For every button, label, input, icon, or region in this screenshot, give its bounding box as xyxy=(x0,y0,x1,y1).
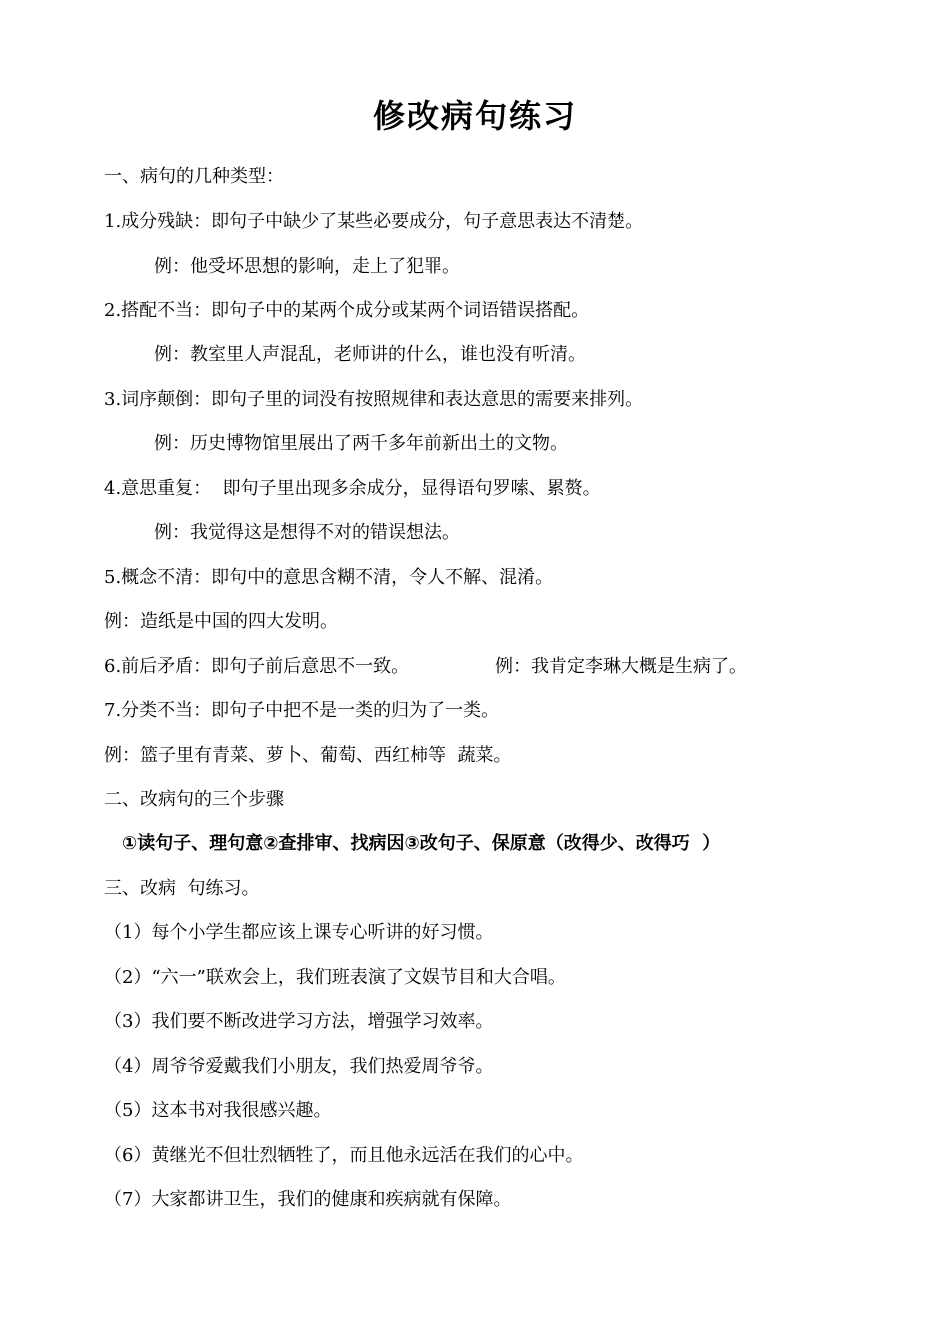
practice-item-4: （4）周爷爷爱戴我们小朋友，我们热爱周爷爷。 xyxy=(104,1056,494,1077)
type-2-definition: 2.搭配不当：即句子中的某两个成分或某两个词语错误搭配。 xyxy=(104,300,590,321)
type-7-example: 例：篮子里有青菜、萝卜、葡萄、西红柿等 蔬菜。 xyxy=(104,745,512,766)
steps-summary: ①读句子、理句意②查排审、找病因③改句子、保原意（改得少、改得巧 ） xyxy=(122,833,721,854)
practice-item-6: （6）黄继光不但壮烈牺牲了，而且他永远活在我们的心中。 xyxy=(104,1145,584,1166)
type-1-definition: 1.成分残缺：即句子中缺少了某些必要成分，句子意思表达不清楚。 xyxy=(104,211,644,232)
type-1-example: 例：他受坏思想的影响，走上了犯罪。 xyxy=(154,256,460,277)
practice-item-3: （3）我们要不断改进学习方法，增强学习效率。 xyxy=(104,1011,494,1032)
type-7-definition: 7.分类不当：即句子中把不是一类的归为了一类。 xyxy=(104,700,500,721)
section-heading-steps: 二、改病句的三个步骤 xyxy=(104,789,284,810)
type-4-example: 例：我觉得这是想得不对的错误想法。 xyxy=(154,522,460,543)
practice-item-2: （2）“六一”联欢会上，我们班表演了文娱节目和大合唱。 xyxy=(104,967,566,988)
practice-item-7: （7）大家都讲卫生，我们的健康和疾病就有保障。 xyxy=(104,1189,512,1210)
type-2-example: 例：教室里人声混乱，老师讲的什么，谁也没有听清。 xyxy=(154,344,586,365)
practice-item-5: （5）这本书对我很感兴趣。 xyxy=(104,1100,332,1121)
type-3-definition: 3.词序颠倒：即句子里的词没有按照规律和表达意思的需要来排列。 xyxy=(104,389,644,410)
page-title: 修改病句练习 xyxy=(372,97,577,135)
type-5-example: 例：造纸是中国的四大发明。 xyxy=(104,611,338,632)
type-6-definition: 6.前后矛盾：即句子前后意思不一致。 xyxy=(104,656,410,677)
type-4-definition: 4.意思重复： 即句子里出现多余成分，显得语句罗嗦、累赘。 xyxy=(104,478,601,499)
practice-item-1: （1）每个小学生都应该上课专心听讲的好习惯。 xyxy=(104,922,494,943)
type-5-definition: 5.概念不清：即句中的意思含糊不清，令人不解、混淆。 xyxy=(104,567,554,588)
section-heading-practice: 三、改病 句练习。 xyxy=(104,878,260,899)
type-3-example: 例：历史博物馆里展出了两千多年前新出土的文物。 xyxy=(154,433,568,454)
type-6-example: 例：我肯定李琳大概是生病了。 xyxy=(495,656,747,677)
section-heading-types: 一、病句的几种类型： xyxy=(104,166,284,187)
